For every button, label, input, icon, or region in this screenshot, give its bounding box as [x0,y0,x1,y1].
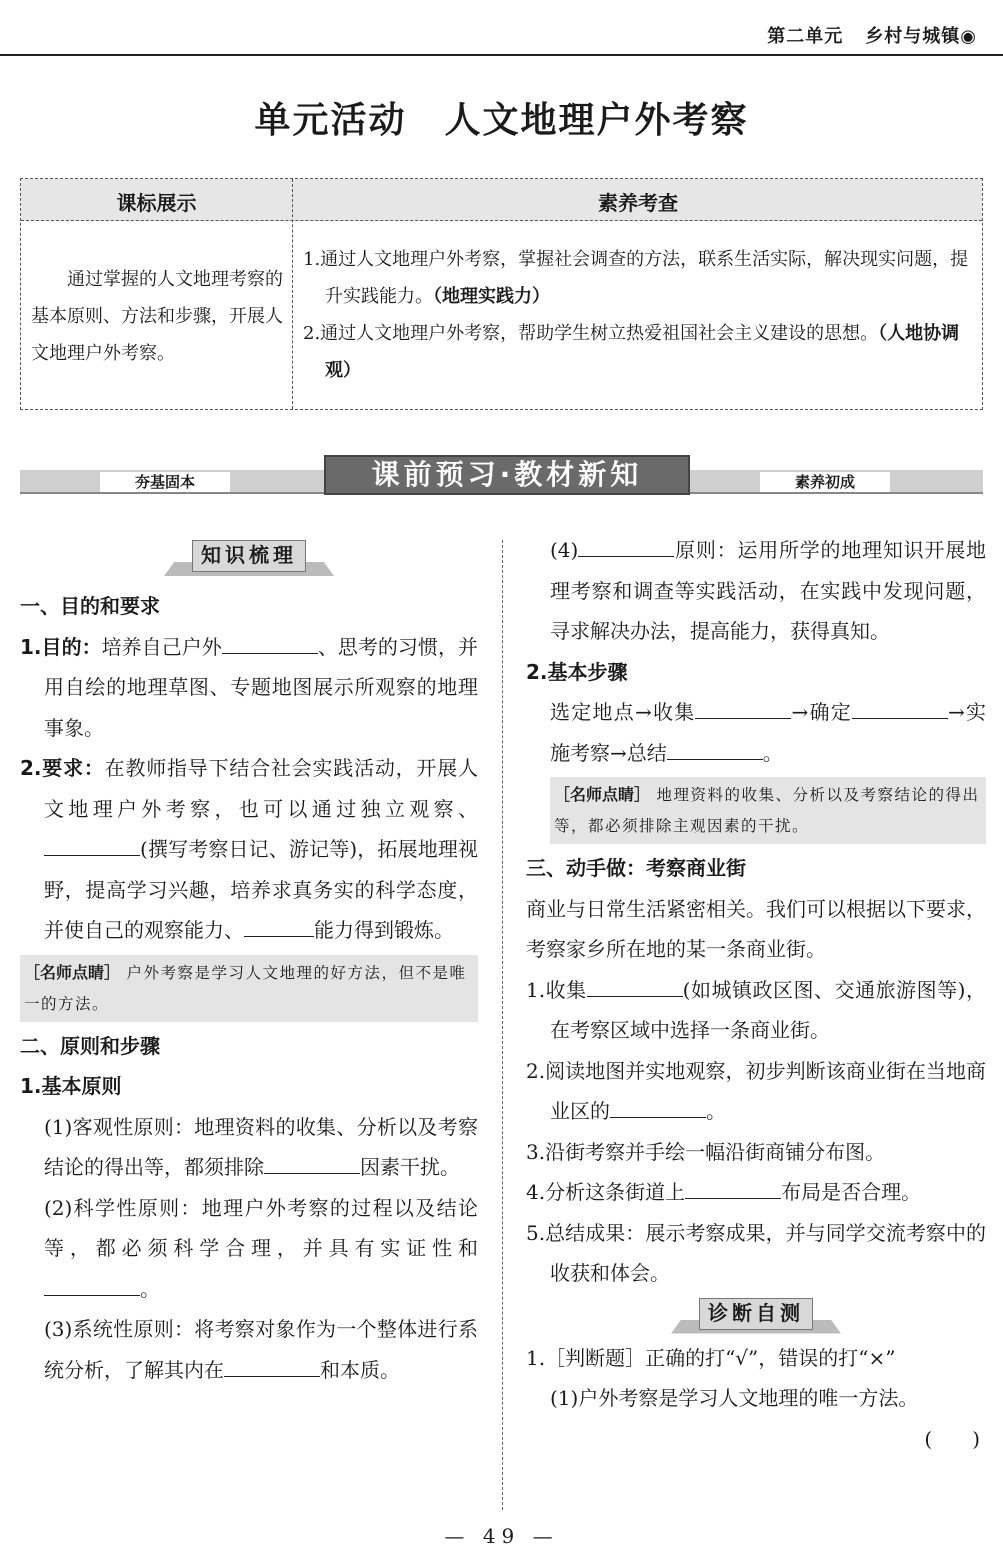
fill-blank[interactable] [587,971,683,997]
fill-blank[interactable] [244,911,314,937]
col2-header: 素养考查 [598,191,678,215]
fill-blank[interactable] [578,531,674,557]
principle-item: (1)客观性原则：地理资料的收集、分析以及考察结论的得出等，都须排除 因素干扰。 [44,1114,478,1179]
list-item: 3.沿街考察并手绘一幅沿街商铺分布图。 [526,1139,886,1164]
page-number: — 49 — [444,1524,559,1548]
fill-blank[interactable] [667,734,763,760]
right-column [526,530,986,1459]
list-item: 1.收集 (如城镇政区图、交通旅游图等)，在考察区域中选择一条商业街。 [526,970,986,1051]
knowledge-tag: 知识梳理 [164,540,334,580]
list-item: 4.分析这条街道上 布局是否合理。 [526,1172,986,1213]
banner-right-label: 素养初成 [760,472,890,492]
fill-blank[interactable] [695,693,791,719]
left-column [20,543,479,1390]
intro-paragraph: 商业与日常生活紧密相关。我们可以根据以下要求，考察家乡所在地的某一条商业街。 [526,896,986,961]
section-heading: 二、原则和步骤 [20,1033,160,1058]
subheading: 2.基本步骤 [526,659,628,684]
literacy-tag: （地理实践力） [433,286,550,307]
fill-blank[interactable] [852,693,948,719]
steps-line: 选定地点→收集 →确定 →实施考察→总结 。 [526,692,986,773]
banner-left-label: 夯基固本 [100,472,230,492]
fill-blank[interactable] [222,628,318,654]
fill-blank[interactable] [44,1270,140,1296]
question-statement: (1)户外考察是学习人文地理的唯一方法。 [550,1386,919,1410]
literacy-tag: （人地协调观） [325,323,960,381]
header-rule [0,54,1003,56]
teacher-tip: ［名师点睛］ 地理资料的收集、分析以及考察结论的得出等，都必须排除主观因素的干扰。 [550,777,986,844]
page-title: 单元活动 人文地理户外考察 [254,100,749,141]
question: 1.［判断题］正确的打“√”，错误的打“×” [526,1345,896,1370]
list-item: 2.阅读地图并实地观察，初步判断该商业街在当地商业区的 。 [526,1058,986,1123]
subheading: 1.基本原则 [20,1074,122,1098]
fill-blank[interactable] [44,830,140,856]
fill-blank[interactable] [685,1173,781,1199]
list-item: 5.总结成果：展示考察成果，并与同学交流考察中的收获和体会。 [526,1220,986,1285]
diagnosis-tag: 诊断自测 [671,1298,841,1338]
col2-item: 2.通过人文地理户外考察，帮助学生树立热爱祖国社会主义建设的思想。（人地协调观） [303,323,960,381]
column-divider [502,540,503,1510]
section-heading: 一、目的和要求 [20,594,160,618]
section-heading: 三、动手做：考察商业街 [526,856,746,880]
col1-header: 课标展示 [116,191,197,215]
list-item: 2.要求：在教师指导下结合社会实践活动，开展人文地理户外考察，也可以通过独立观察、(撰写考察日记、游记等)，拓展地理视野，提高学习兴趣，培养求真务实的科学态度，并使自己的观察能力、 能力得到锻炼。 [20,756,479,942]
unit-label: 第二单元 [767,26,844,47]
principle-item: (3)系统性原则：将考察对象作为一个整体进行系统分析，了解其内在 和本质。 [44,1317,478,1382]
fill-blank[interactable] [264,1148,360,1174]
fill-blank[interactable] [610,1092,706,1118]
col2-item: 1.通过人文地理户外考察，掌握社会调查的方法，联系生活实际，解决现实问题，提升实践能力。（地理实践力） [303,249,969,307]
list-item: 1.目的：培养自己户外 、思考的习惯，并用自绘的地理草图、专题地图展示所观察的地理事象。 [20,627,478,749]
answer-parentheses[interactable]: ( ) [924,1426,980,1451]
teacher-tip: ［名师点睛］ 户外考察是学习人文地理的好方法，但不是唯一的方法。 [20,955,478,1022]
col2-list [303,241,975,389]
standards-table [20,178,983,410]
principle-item: (4) 原则：运用所学的地理知识开展地理考察和调查等实践活动，在实践中发现问题，寻求解决办法，提高能力，获得真知。 [526,530,986,652]
running-header [745,22,977,48]
principle-item: (2)科学性原则：地理户外考察的过程以及结论等，都必须科学合理，并具有实证性和。 [44,1195,478,1301]
topic-label: 乡村与城镇◉ [865,26,977,47]
banner-title: 课前预习·教材新知 [324,455,690,495]
col1-text: 通过掌握的人文地理考察的基本原则、方法和步骤，开展人文地理户外考察。 [31,269,283,364]
fill-blank[interactable] [224,1351,320,1377]
